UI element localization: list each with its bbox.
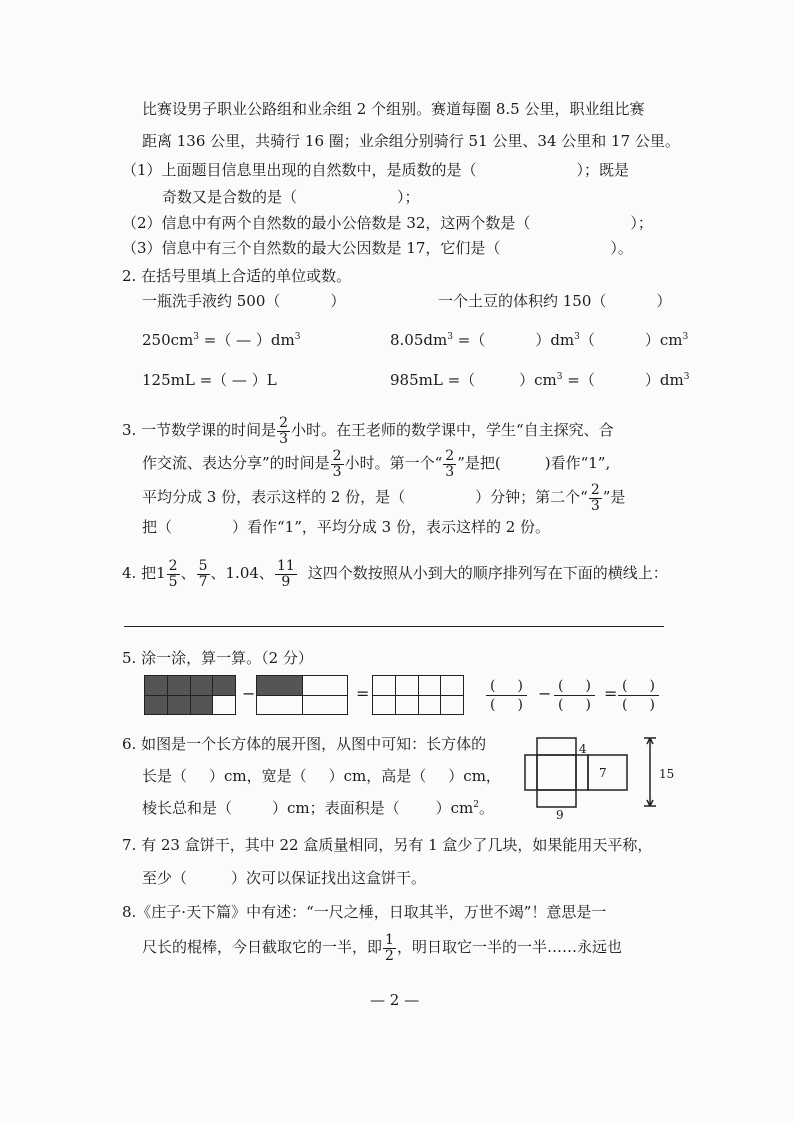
q6-line-3: 棱长总和是（ ）cm；表面积是（ ）$cm^2$。 [142, 799, 495, 817]
intro-line-1: 比赛设男子职业公路组和业余组 2 个组别。赛道每圈 8.5 公里，职业组比赛 [142, 100, 645, 118]
net-label-15: 15 [659, 767, 675, 781]
q3-line-2: 作交流、表达分享”的时间是 $\frac{2}{3}$ 小时。第一个“ $\frac{2}{3}$ ”是把( )看作“1”, [142, 447, 611, 480]
equals-sign: = [604, 684, 618, 703]
fraction-blank-1[interactable]: ( ) ( ) [486, 677, 527, 714]
page-number: — 2 — [370, 991, 420, 1009]
q7-line-1: 7. 有 23 盒饼干，其中 22 盒质量相同，另有 1 盒少了几块，如果能用天平称， [122, 836, 653, 854]
q2-row3-right: 985mL =（ ）$cm^3$ =（ ）$dm^3$ [390, 371, 690, 389]
net-face-top [537, 738, 576, 755]
minus-sign: − [538, 684, 552, 703]
q8-line-2: 尺长的棍棒，今日截取它的一半，即 $\frac{1}{2}$ ，明日取它一半的一半……永远也 [142, 931, 622, 964]
q1-part-2: （2）信息中有两个自然数的最小公倍数是 32，这两个数是（ ）； [122, 214, 653, 232]
shaded-grid-1 [144, 675, 236, 715]
q2-row2-right: $8.05dm^3$ =（ ）$dm^3$（ ）$cm^3$ [390, 331, 689, 349]
q8-line-1: 8.《庄子·天下篇》中有述：“一尺之棰，日取其半，万世不竭”！意思是一 [122, 903, 607, 921]
q6-line-2: 长是（ ）cm，宽是（ ）cm，高是（ ）cm， [142, 767, 501, 785]
q3-line-1: 3. 一节数学课的时间是 $\frac{2}{3}$ 小时。在王老师的数学课中，学生“自主探究、合 [122, 414, 614, 447]
net-face-front [537, 755, 576, 790]
q1-part-1b: 奇数又是合数的是（ ）； [162, 188, 420, 206]
fraction: $\frac{11}{9}$ [276, 557, 295, 590]
intro-line-2: 距离 136 公里，共骑行 16 圈；业余组分别骑行 51 公里、34 公里和 17 公里。 [142, 132, 680, 150]
net-label-7: 7 [599, 766, 607, 780]
q5-title: 5. 涂一涂，算一算。（2 分） [122, 649, 313, 667]
fraction: $\frac{2}{3}$ [445, 447, 455, 480]
equals-sign: = [356, 684, 370, 703]
fraction: $\frac{5}{7}$ [198, 557, 208, 590]
fraction-blank-2[interactable]: ( ) ( ) [554, 677, 595, 714]
q1-part-3: （3）信息中有三个自然数的最大公因数是 17，它们是（ ）。 [122, 239, 633, 257]
q1-part-1: （1）上面题目信息里出现的自然数中，是质数的是（ ）；既是 [122, 161, 630, 179]
minus-sign: − [242, 684, 256, 703]
q4-line: 4. 把1 $\frac{2}{5}$ 、 $\frac{5}{7}$ 、1.04、 $\frac{11}{9}$ 这四个数按照从小到大的顺序排列写在下面的横线上： [122, 557, 668, 590]
fraction-blank-3[interactable]: ( ) ( ) [618, 677, 659, 714]
blank-grid[interactable] [372, 675, 464, 715]
q3-line-4: 把（ ）看作“1”，平均分成 3 份，表示这样的 2 份。 [142, 518, 551, 536]
answer-line[interactable] [124, 626, 664, 627]
fraction: $\frac{2}{3}$ [332, 447, 342, 480]
q2-title: 2. 在括号里填上合适的单位或数。 [122, 267, 352, 285]
net-face-bottom [537, 790, 576, 807]
q2-row1-left: 一瓶洗手液约 500（ ） [142, 292, 346, 310]
q2-row3-left: 125mL =（ — ）L [142, 371, 277, 389]
net-face-right [576, 755, 588, 790]
q2-row2-left: $250cm^3$ =（ — ）$dm^3$ [142, 331, 301, 349]
q3-line-3: 平均分成 3 份，表示这样的 2 份，是（ ）分钟；第二个“ $\frac{2}{3}$ ”是 [142, 481, 626, 514]
fraction: $\frac{2}{3}$ [279, 414, 289, 447]
shaded-grid-2 [256, 675, 348, 715]
fraction: $\frac{2}{3}$ [590, 481, 600, 514]
net-face-left [525, 755, 537, 790]
net-label-9: 9 [556, 808, 564, 822]
q6-line-1: 6. 如图是一个长方体的展开图，从图中可知：长方体的 [122, 735, 487, 753]
fraction: $\frac{2}{5}$ [168, 557, 178, 590]
q7-line-2: 至少（ ）次可以保证找出这盒饼干。 [142, 869, 427, 887]
fraction: $\frac{1}{2}$ [385, 931, 394, 964]
q2-row1-right: 一个土豆的体积约 150（ ） [438, 292, 672, 310]
net-label-4: 4 [579, 742, 587, 756]
net-face-back [588, 755, 627, 790]
